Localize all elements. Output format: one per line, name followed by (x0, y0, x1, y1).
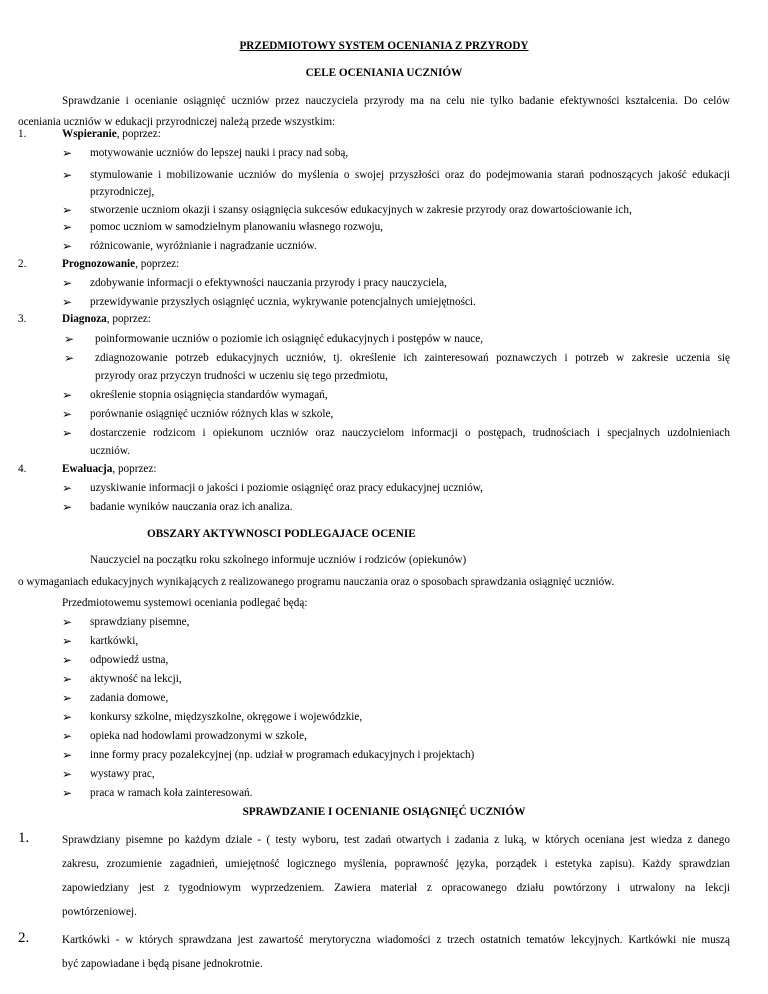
bullet-icon: ➢ (64, 332, 75, 346)
bullet-icon: ➢ (62, 276, 73, 290)
bullet-icon: ➢ (62, 203, 73, 217)
bullet-icon: ➢ (62, 239, 73, 253)
goal-3-heading: Diagnoza, poprzez: (62, 313, 151, 325)
goal-1-num: 1. (18, 128, 27, 140)
area-item: sprawdziany pisemne, (90, 616, 190, 628)
bullet-icon: ➢ (62, 786, 73, 800)
bullet-icon: ➢ (62, 481, 73, 495)
area-item: inne formy pracy pozalekcyjnej (np. udział w programach edukacyjnych i projektach) (90, 749, 475, 761)
bullet-icon: ➢ (62, 295, 73, 309)
area-item: konkursy szkolne, międzyszkolne, okręgowe i wojewódzkie, (90, 711, 363, 723)
goal-3-item: poinformowanie uczniów o poziomie ich osiągnięć edukacyjnych i postępów w nauce, (95, 333, 484, 345)
assessment-1-line: Sprawdziany pisemne po każdym dziale - ( testy wyboru, test zadań otwartych i zadania z luką, w których oceniana jest wiedza z danego (62, 834, 730, 846)
assessment-2-num: 2. (18, 930, 30, 946)
bullet-icon: ➢ (62, 388, 73, 402)
area-item: wystawy prac, (90, 768, 155, 780)
goal-2-item: zdobywanie informacji o efektywności nauczania przyrody i pracy nauczyciela, (90, 277, 447, 289)
bullet-icon: ➢ (62, 168, 73, 182)
goal-4-heading: Ewaluacja, poprzez: (62, 463, 157, 475)
goal-1-item-cont: przyrodniczej, (90, 186, 155, 198)
bullet-icon: ➢ (62, 220, 73, 234)
assessment-1-line: zakresu, zrozumienie zagadnień, umiejętność logicznego myślenia, poprawność języka, porządek i estetyka zapisu). Każdy sprawdzian (62, 858, 730, 870)
assessment-1-line: powtórzeniowej. (62, 906, 137, 918)
bullet-icon: ➢ (62, 653, 73, 667)
goal-3-item: porównanie osiągnięć uczniów różnych klas w szkole, (90, 408, 334, 420)
bullet-icon: ➢ (64, 351, 75, 365)
section-heading-assessment: SPRAWDZANIE I OCENIANIE OSIĄGNIĘĆ UCZNIÓW (242, 806, 526, 818)
areas-intro-line-2: o wymaganiach edukacyjnych wynikających z realizowanego programu nauczania oraz o sposobach sprawdzania osiągnięć uczniów. (18, 576, 615, 588)
bullet-icon: ➢ (62, 426, 73, 440)
goal-3-num: 3. (18, 313, 27, 325)
goal-1-item: motywowanie uczniów do lepszej nauki i pracy nad sobą, (90, 147, 349, 159)
goal-3-item: określenie stopnia osiągnięcia standardów wymagań, (90, 389, 328, 401)
goal-1-item: stworzenie uczniom okazji i szansy osiągnięcia sukcesów edukacyjnych w zakresie przyrody oraz dowartościowanie ich, (90, 204, 632, 216)
goal-3-item-cont: uczniów. (90, 445, 130, 457)
bullet-icon: ➢ (62, 672, 73, 686)
area-item: zadania domowe, (90, 692, 169, 704)
assessment-1-line: zapowiedziany jest z tygodniowym wyprzedzeniem. Zawiera materiał z opracowanego działu powtórzony i utrwalony na lekcji (62, 882, 730, 894)
goal-1-item: różnicowanie, wyróżnianie i nagradzanie uczniów. (90, 240, 317, 252)
goal-4-item: badanie wyników nauczania oraz ich analiza. (90, 501, 293, 513)
goal-1-item: stymulowanie i mobilizowanie uczniów do myślenia o swojej przyszłości oraz do podejmowania starań podnoszących jakość edukacji (90, 169, 730, 181)
goal-2-heading: Prognozowanie, poprzez: (62, 258, 180, 270)
bullet-icon: ➢ (62, 146, 73, 160)
bullet-icon: ➢ (62, 407, 73, 421)
goal-4-item: uzyskiwanie informacji o jakości i poziomie osiągnięć oraz pracy edukacyjnej uczniów, (90, 482, 483, 494)
intro-line-1: Sprawdzanie i ocenianie osiągnięć uczniów przez nauczyciela przyrody ma na celu nie tylko badanie efektywności kształcenia. Do celów (62, 95, 730, 107)
goal-4-num: 4. (18, 463, 27, 475)
bullet-icon: ➢ (62, 748, 73, 762)
document-title: PRZEDMIOTOWY SYSTEM OCENIANIA Z PRZYRODY (239, 40, 529, 52)
assessment-2-line: być zapowiadane i będą pisane jednokrotnie. (62, 958, 263, 970)
area-item: aktywność na lekcji, (90, 673, 182, 685)
areas-intro-line-1: Nauczyciel na początku roku szkolnego informuje uczniów i rodziców (opiekunów) (90, 554, 467, 566)
bullet-icon: ➢ (62, 767, 73, 781)
area-item: praca w ramach koła zainteresowań. (90, 787, 253, 799)
goal-1-heading: Wspieranie, poprzez: (62, 128, 161, 140)
bullet-icon: ➢ (62, 615, 73, 629)
area-item: kartkówki, (90, 635, 139, 647)
goal-3-item: zdiagnozowanie potrzeb edukacyjnych uczniów, tj. określenie ich zainteresowań poznawczych i potrzeb w zakresie uczenia się (95, 352, 730, 364)
goal-2-item: przewidywanie przyszłych osiągnięć ucznia, wykrywanie potencjalnych umiejętności. (90, 296, 476, 308)
area-item: odpowiedź ustna, (90, 654, 169, 666)
goal-2-num: 2. (18, 258, 27, 270)
goal-1-item: pomoc uczniom w samodzielnym planowaniu własnego rozwoju, (90, 221, 383, 233)
bullet-icon: ➢ (62, 729, 73, 743)
goal-3-item-cont: przyrody oraz przyczyn trudności w uczeniu się tego przedmiotu, (95, 370, 388, 382)
area-item: opieka nad hodowlami prowadzonymi w szkole, (90, 730, 307, 742)
section-heading-goals: CELE OCENIANIA UCZNIÓW (305, 67, 463, 79)
assessment-2-line: Kartkówki - w których sprawdzana jest zawartość merytoryczna wiadomości z trzech ostatnich tematów lekcyjnych. Kartkówki nie muszą (62, 934, 730, 946)
assessment-1-num: 1. (18, 830, 30, 846)
bullet-icon: ➢ (62, 500, 73, 514)
section-heading-areas: OBSZARY AKTYWNOSCI PODLEGAJACE OCENIE (147, 528, 416, 540)
areas-intro-line-3: Przedmiotowemu systemowi oceniania podlegać będą: (62, 597, 308, 609)
intro-line-2: oceniania uczniów w edukacji przyrodniczej należą przede wszystkim: (18, 116, 336, 128)
goal-3-item: dostarczenie rodzicom i opiekunom uczniów oraz nauczycielom informacji o postępach, trudnościach i specjalnych uzdolnieniach (90, 427, 730, 439)
bullet-icon: ➢ (62, 710, 73, 724)
bullet-icon: ➢ (62, 691, 73, 705)
bullet-icon: ➢ (62, 634, 73, 648)
